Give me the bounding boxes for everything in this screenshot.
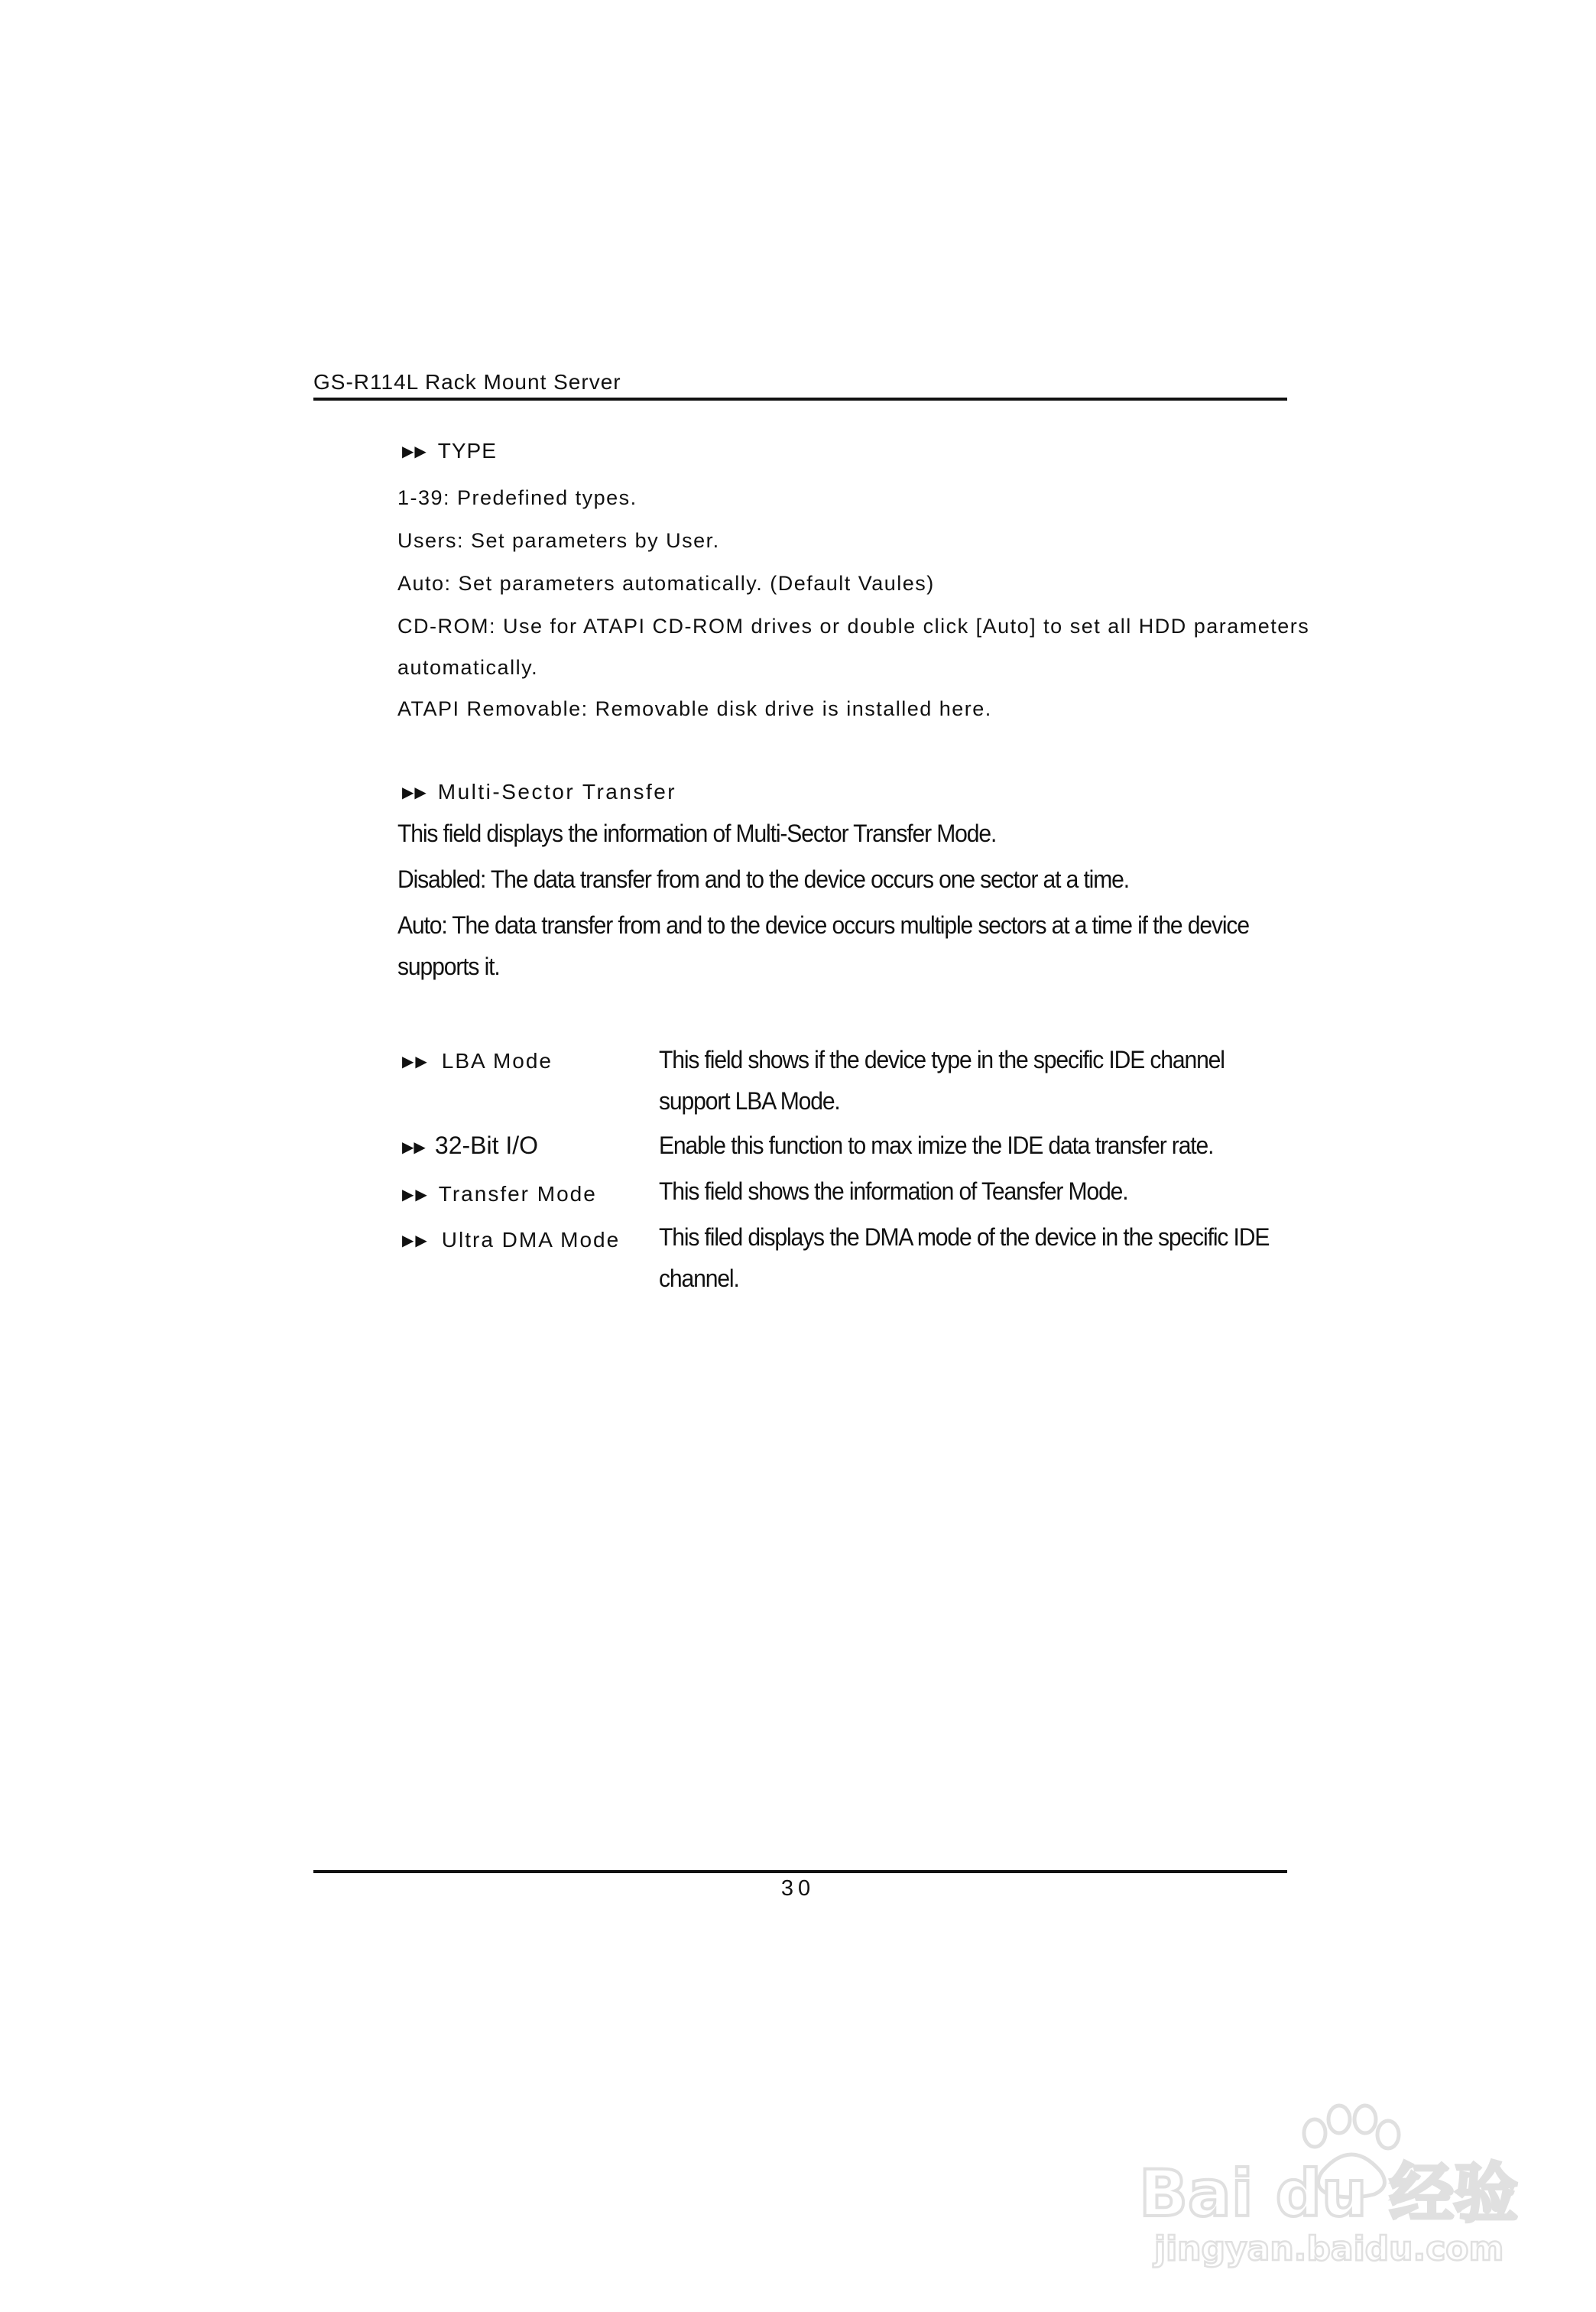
multi-sector-heading <box>402 780 676 804</box>
multi-sector-heading-label: Multi-Sector Transfer <box>437 780 677 804</box>
type-line: automatically. <box>397 656 539 679</box>
field-desc-32bit-io: Enable this function to max imize the IDE data transfer rate. <box>659 1132 1214 1159</box>
type-line: Users: Set parameters by User. <box>397 529 720 552</box>
multi-sector-line: Disabled: The data transfer from and to the device occurs one sector at a time. <box>397 865 1129 893</box>
field-desc-lba-mode: This field shows if the device type in the specific IDE channel <box>659 1046 1225 1073</box>
multi-sector-line: Auto: The data transfer from and to the device occurs multiple sectors at a time if the device <box>397 911 1249 939</box>
type-line: 1-39: Predefined types. <box>397 486 637 509</box>
watermark-brand: Bai du 经验 <box>1139 2156 1518 2231</box>
type-heading-label: TYPE <box>437 439 497 463</box>
double-arrow-icon: ▶▶ <box>402 1232 429 1249</box>
field-desc-lba-mode: support LBA Mode. <box>659 1087 840 1115</box>
watermark-url: jingyan.baidu.com <box>1154 2229 1504 2268</box>
footer-rule <box>313 1870 1287 1873</box>
multi-sector-line: supports it. <box>397 953 500 980</box>
double-arrow-icon: ▶▶ <box>402 1054 429 1070</box>
header-title: GS-R114L Rack Mount Server <box>313 370 621 394</box>
field-desc-transfer-mode: This field shows the information of Teansfer Mode. <box>659 1177 1128 1205</box>
baidu-jingyan-watermark <box>1131 2080 1529 2271</box>
double-arrow-icon: ▶▶ <box>402 443 427 460</box>
field-name-transfer-mode: ▶▶ Transfer Mode <box>402 1182 597 1206</box>
type-line: CD-ROM: Use for ATAPI CD-ROM drives or double click [Auto] to set all HDD parameters <box>397 615 1310 638</box>
page-number: 30 <box>780 1876 816 1901</box>
type-line: Auto: Set parameters automatically. (Default Vaules) <box>397 572 935 595</box>
header-rule <box>313 398 1287 401</box>
double-arrow-icon: ▶▶ <box>402 784 427 801</box>
field-desc-ultra-dma-mode: This filed displays the DMA mode of the device in the specific IDE <box>659 1223 1270 1251</box>
double-arrow-icon: ▶▶ <box>402 1139 426 1156</box>
field-name-32bit-io: ▶▶ 32-Bit I/O <box>402 1132 539 1159</box>
type-heading <box>402 439 497 463</box>
double-arrow-icon: ▶▶ <box>402 1187 429 1203</box>
field-name-ultra-dma-mode: ▶▶ Ultra DMA Mode <box>402 1228 621 1252</box>
multi-sector-line: This field displays the information of Multi-Sector Transfer Mode. <box>397 820 997 847</box>
field-desc-ultra-dma-mode: channel. <box>659 1265 739 1292</box>
type-line: ATAPI Removable: Removable disk drive is installed here. <box>397 697 992 720</box>
field-name-lba-mode: ▶▶ LBA Mode <box>402 1049 553 1073</box>
